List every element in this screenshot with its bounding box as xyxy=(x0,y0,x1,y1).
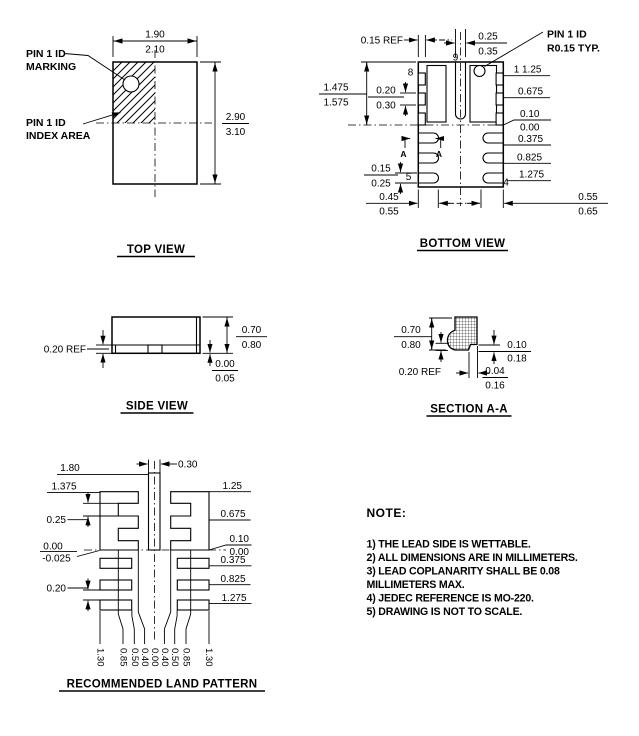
land-pad xyxy=(100,558,132,568)
lead-bump xyxy=(148,345,162,353)
side-flank-pad xyxy=(496,93,503,105)
lead-pad xyxy=(483,153,503,163)
dim-comb-top: 1.375 xyxy=(51,481,77,493)
column-label: 0.40 xyxy=(158,648,170,667)
dim-right-2: 0.675 xyxy=(518,86,544,98)
dim-lead-thickness-ref: 0.20 REF xyxy=(398,367,441,378)
dim-lead-thickness-ref: 0.20 REF xyxy=(43,344,86,356)
bottom-view xyxy=(319,29,608,251)
dim-height-min: 0.70 xyxy=(241,325,262,337)
side-flank-pad xyxy=(418,73,425,85)
dim-bar-gap: 0.20 xyxy=(46,583,66,595)
dim-right-4: 0.375 xyxy=(220,555,246,566)
land-pad xyxy=(100,580,132,590)
dim-pad-min: 1.475 xyxy=(323,82,349,94)
bottom-view-title: BOTTOM VIEW xyxy=(419,238,506,250)
note-line: 4) JEDEC REFERENCE IS MO-220. xyxy=(366,592,534,605)
dim-right-3-max: 0.00 xyxy=(520,122,540,134)
dim-flank-max: 0.18 xyxy=(507,353,527,365)
dim-height-max: 0.80 xyxy=(401,340,421,352)
side-flank-pad xyxy=(418,93,425,105)
section-label-a-left: A xyxy=(400,149,407,159)
dim-step-min: 0.04 xyxy=(485,366,505,377)
dim-slot-width-max: 0.35 xyxy=(478,46,498,58)
callout-pin1-id-line2: R0.15 TYP. xyxy=(547,42,600,55)
lead-pad xyxy=(483,173,503,183)
notes-block xyxy=(367,506,578,618)
dim-body-height-min: 2.90 xyxy=(225,112,246,123)
land-pattern-title: RECOMMENDED LAND PATTERN xyxy=(66,678,258,691)
package-body-outline xyxy=(112,317,200,353)
land-pattern xyxy=(40,459,265,691)
column-label: 0.85 xyxy=(117,648,129,667)
note-line: 3) LEAD COPLANARITY SHALL BE 0.08 xyxy=(366,565,560,578)
column-label: 0.40 xyxy=(139,648,151,667)
section-aa xyxy=(394,317,531,416)
dim-slot-width-min: 0.25 xyxy=(478,31,498,43)
land-pad xyxy=(177,580,209,590)
side-view-body xyxy=(112,317,200,353)
dim-right-2: 0.675 xyxy=(220,509,246,521)
side-flank-pad xyxy=(418,113,425,125)
dim-bottom-right-max: 0.65 xyxy=(578,206,598,218)
callout-pin1-id-line1: PIN 1 ID xyxy=(547,28,587,41)
column-label: 0.50 xyxy=(169,648,181,667)
dim-pad-max: 1.575 xyxy=(323,97,349,109)
dim-ref-top: 0.15 REF xyxy=(360,35,403,47)
dim-flank-min: 0.10 xyxy=(507,340,527,351)
pin-number-1: 1 xyxy=(513,64,520,76)
dim-strip-width: 0.30 xyxy=(178,459,198,471)
dim-negative-offset: -0.025 xyxy=(42,553,71,565)
callout-pin1-index-line2: INDEX AREA xyxy=(26,130,91,142)
dim-body-width-min: 1.90 xyxy=(145,29,165,41)
column-label: 0.50 xyxy=(128,648,140,667)
side-flank-pad xyxy=(496,73,503,85)
side-flank-pad xyxy=(496,113,503,125)
dim-right-3-min: 0.10 xyxy=(229,534,249,545)
dim-strip-height: 1.80 xyxy=(60,463,80,475)
dim-lead-min: 0.15 xyxy=(371,163,391,175)
land-pattern-pads xyxy=(84,460,226,641)
column-label: 1.30 xyxy=(203,648,214,667)
dim-bottom-right-min: 0.55 xyxy=(578,191,598,203)
column-label: 1.30 xyxy=(94,648,106,667)
dim-flank-max: 0.30 xyxy=(376,100,396,112)
dim-height-min: 0.70 xyxy=(401,325,421,337)
note-line: 2) ALL DIMENSIONS ARE IN MILLIMETERS. xyxy=(366,552,578,564)
side-view xyxy=(44,317,267,413)
section-cut-mark-left xyxy=(405,139,410,149)
dim-flank-min: 0.20 xyxy=(376,85,396,97)
column-label: 0.85 xyxy=(180,648,192,667)
pin-number-5: 5 xyxy=(405,172,412,183)
pin1-index-hatch-area xyxy=(113,62,155,123)
callout-pin1-marking-line2: MARKING xyxy=(26,61,77,73)
column-label: 0.00 xyxy=(149,648,160,667)
dim-body-width-max: 2.10 xyxy=(145,44,165,56)
comb-pad-right xyxy=(171,492,209,550)
callout-pin1-marking-line1: PIN 1 ID xyxy=(26,48,66,60)
land-pattern-column-labels xyxy=(95,648,215,667)
pin-number-9: 9 xyxy=(452,52,459,64)
dim-right-6: 1.275 xyxy=(221,592,247,604)
top-view-title: TOP VIEW xyxy=(126,244,186,256)
lead-pad xyxy=(418,173,438,183)
callout-pin1-index-line1: PIN 1 ID xyxy=(26,117,66,129)
section-label-a-right: A xyxy=(435,149,443,159)
dim-right-6: 1.275 xyxy=(519,169,545,181)
pin-number-4: 4 xyxy=(503,177,509,189)
dim-lead-max: 0.25 xyxy=(371,178,391,190)
top-view-dimension-lines xyxy=(64,36,249,184)
dim-right-3-max: 0.00 xyxy=(229,546,249,558)
dim-right-1: 1.25 xyxy=(222,481,242,492)
side-view-dimension-lines xyxy=(87,317,267,371)
side-view-title: SIDE VIEW xyxy=(125,400,189,413)
note-line: 5) DRAWING IS NOT TO SCALE. xyxy=(366,606,523,618)
dim-height-max: 0.80 xyxy=(241,340,262,352)
dim-right-1: 1.25 xyxy=(522,64,542,76)
dim-zero: 0.00 xyxy=(43,541,63,553)
dim-right-3-min: 0.10 xyxy=(520,109,540,120)
note-line: MILLIMETERS MAX. xyxy=(366,579,465,591)
dim-right-5: 0.825 xyxy=(517,152,543,164)
note-line: 1) THE LEAD SIDE IS WETTABLE. xyxy=(366,538,531,551)
pin1-id-notch xyxy=(474,66,485,77)
dim-right-5: 0.825 xyxy=(220,573,246,585)
comb-pad-left xyxy=(100,492,138,550)
dim-body-height-max: 3.10 xyxy=(225,127,246,138)
land-pad xyxy=(177,558,209,568)
section-cut-lead-profile xyxy=(448,317,478,350)
land-pad xyxy=(100,600,132,610)
lead-pad xyxy=(483,133,503,143)
notes-heading: NOTE: xyxy=(366,506,407,520)
dim-bottom-left-min: 0.45 xyxy=(379,191,399,203)
dim-notch: 0.25 xyxy=(46,515,66,526)
land-pad xyxy=(177,600,209,610)
dim-standoff-min: 0.00 xyxy=(215,359,235,370)
top-view xyxy=(26,30,249,257)
section-aa-title: SECTION A-A xyxy=(430,403,508,416)
dim-bottom-left-max: 0.55 xyxy=(379,206,399,218)
dim-standoff-max: 0.05 xyxy=(215,373,235,385)
pin1-id-marking-circle xyxy=(123,76,139,92)
dim-right-4: 0.375 xyxy=(518,134,544,145)
lead-pad xyxy=(418,133,438,143)
exposed-pad-left xyxy=(427,66,446,123)
dim-step-max: 0.16 xyxy=(485,380,505,392)
pin-number-8: 8 xyxy=(407,67,414,79)
